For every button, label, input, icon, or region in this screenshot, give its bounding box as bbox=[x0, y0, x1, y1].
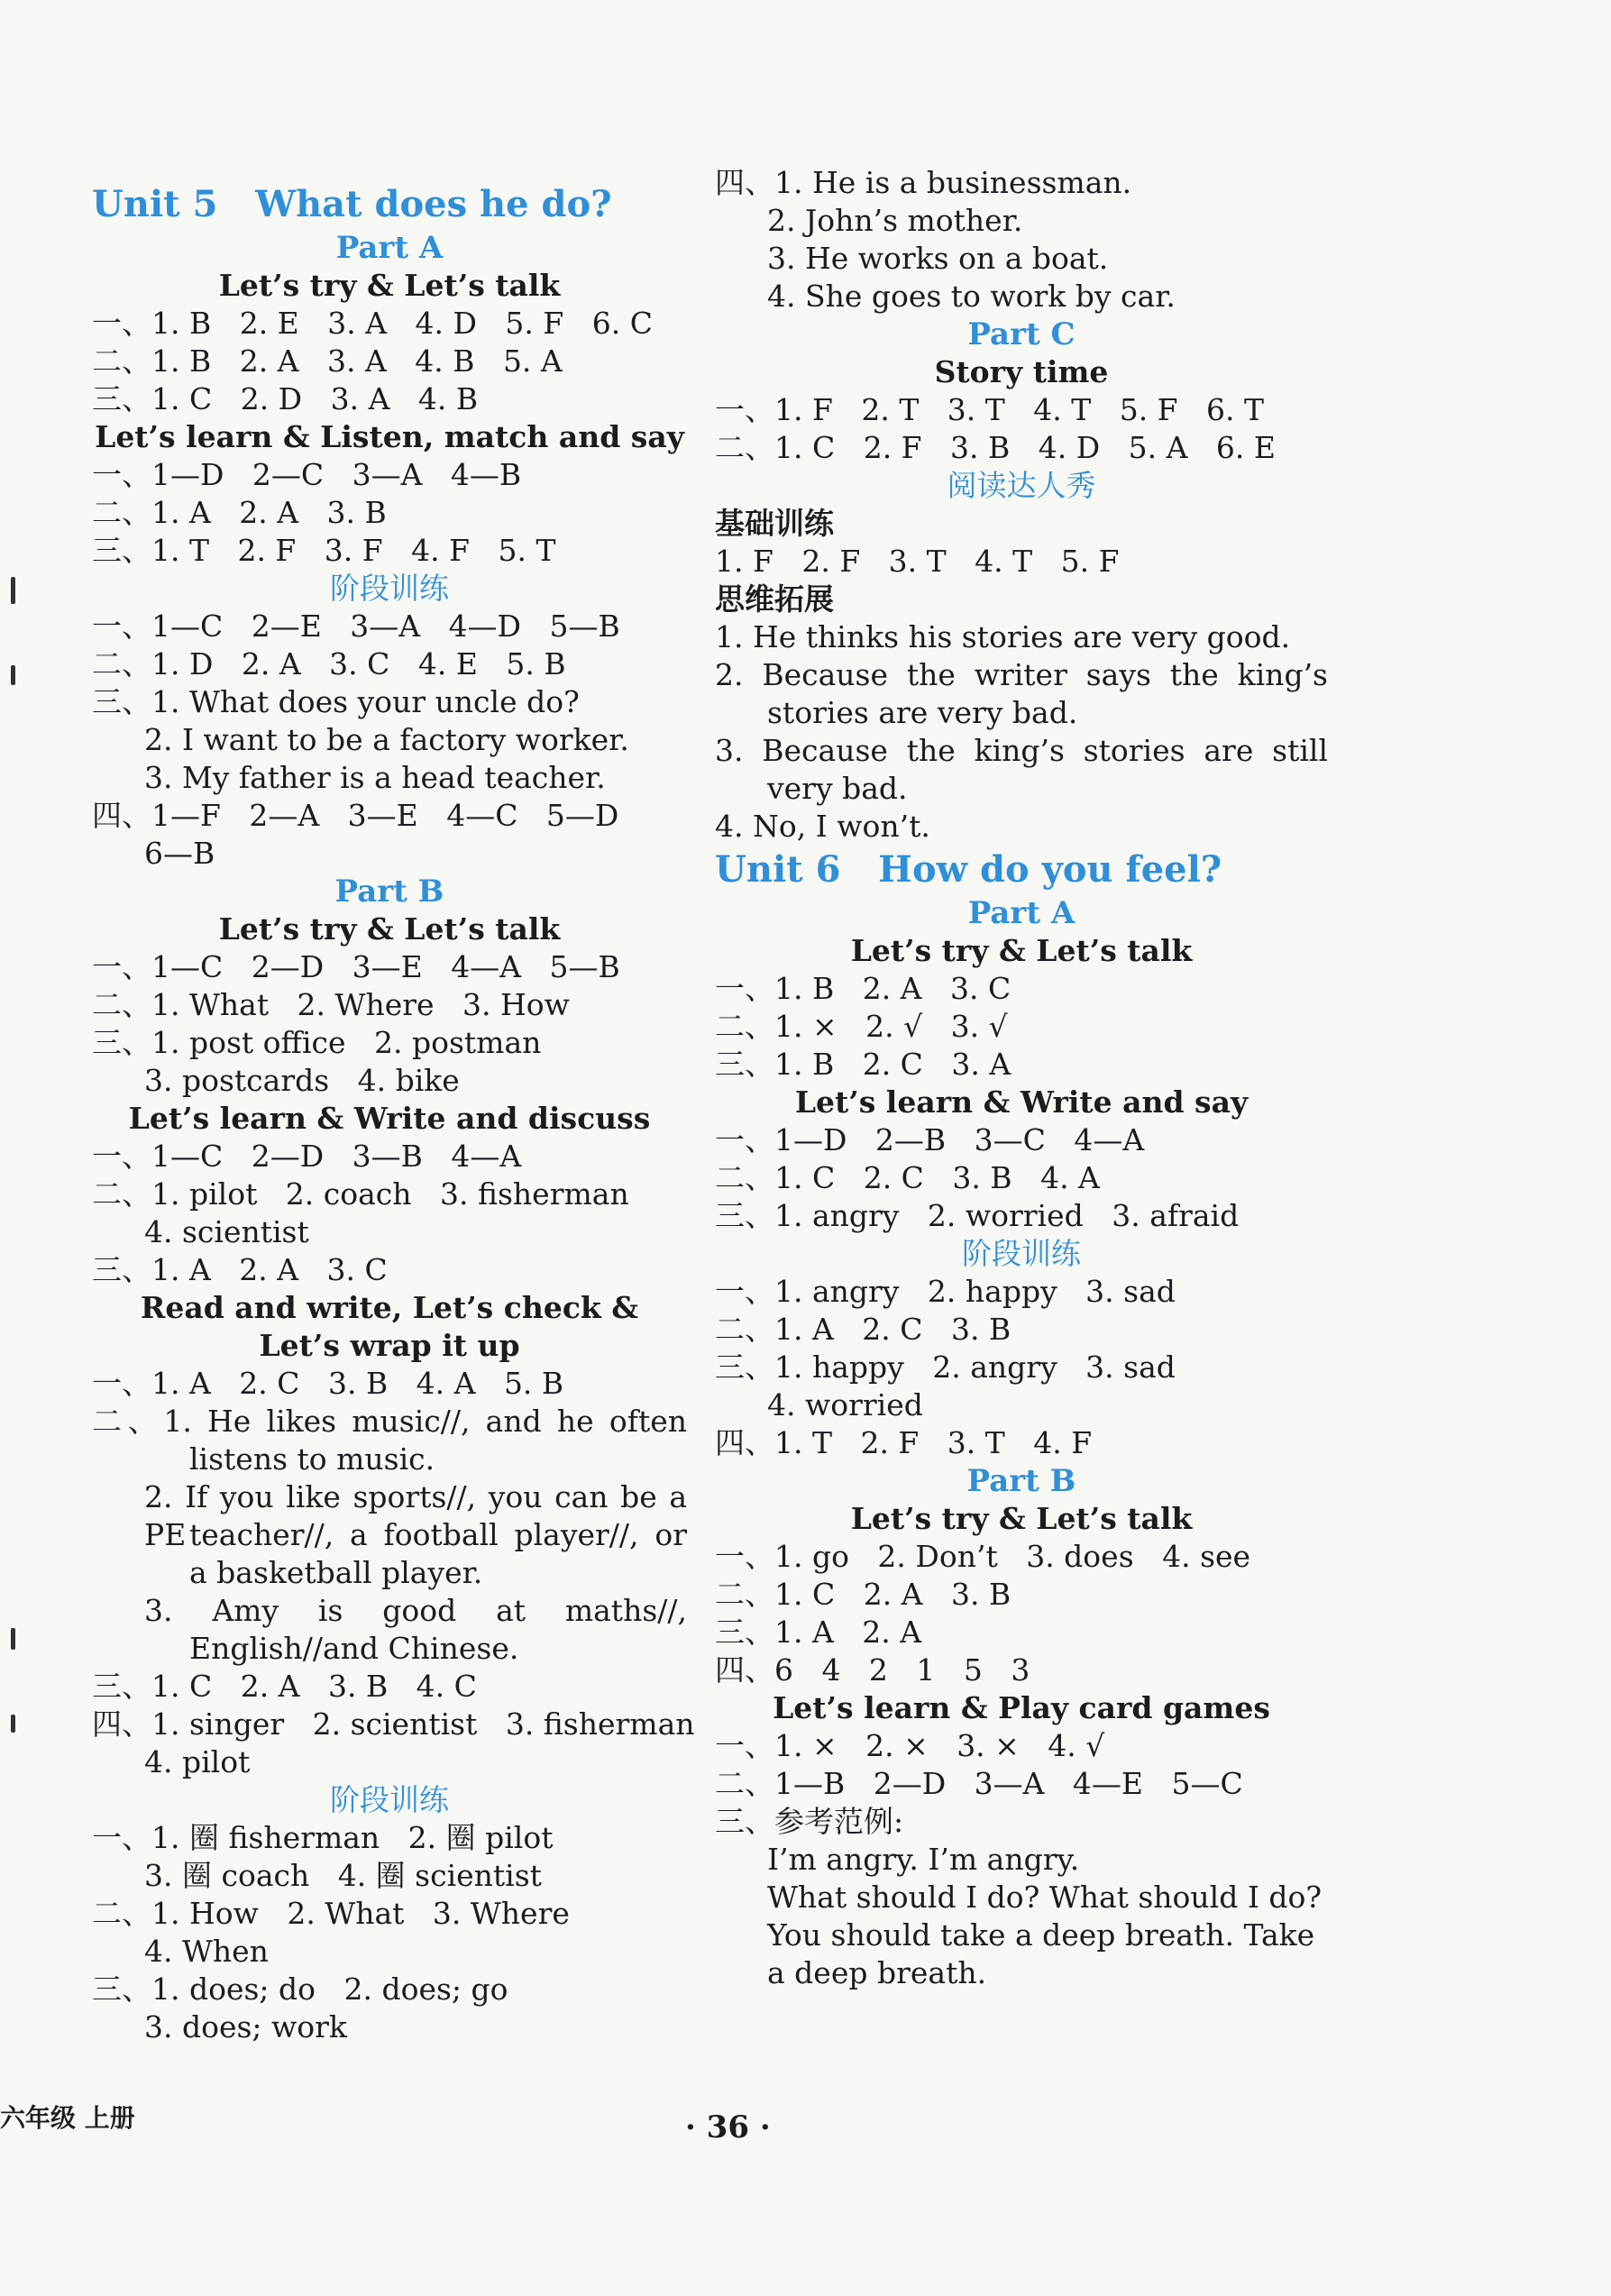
answer-line: 三、1. post office 2. postman bbox=[92, 1025, 542, 1060]
part-heading: Part C bbox=[967, 316, 1076, 352]
answer-line: 一、1. F 2. T 3. T 4. T 5. F 6. T bbox=[715, 392, 1265, 427]
answer-line: 二、1. A 2. C 3. B bbox=[715, 1312, 1011, 1347]
answer-line: 一、1—C 2—D 3—B 4—A bbox=[92, 1139, 522, 1174]
answer-line: stories are very bad. bbox=[767, 695, 1078, 730]
scan-mark bbox=[11, 1715, 15, 1733]
exercise-heading: 阶段训练 bbox=[330, 571, 449, 606]
part-heading: Part A bbox=[335, 230, 444, 266]
section-heading: Let’s learn & Write and discuss bbox=[128, 1101, 651, 1136]
answer-line: 二、1. B 2. A 3. A 4. B 5. A bbox=[92, 343, 563, 379]
answer-line: 二、1. D 2. A 3. C 4. E 5. B bbox=[92, 646, 566, 681]
answer-line: English//and Chinese. bbox=[189, 1631, 519, 1666]
answer-line: 二、1. C 2. F 3. B 4. D 5. A 6. E bbox=[715, 430, 1276, 465]
section-heading: Let’s learn & Write and say bbox=[794, 1084, 1249, 1120]
answer-line: 三、参考范例: bbox=[715, 1804, 904, 1839]
exercise-heading: 阶段训练 bbox=[962, 1236, 1081, 1271]
answer-line: 3. postcards 4. bike bbox=[144, 1063, 460, 1098]
answer-line: 三、1. What does your uncle do? bbox=[92, 684, 580, 719]
answer-line: 一、1. B 2. A 3. C bbox=[715, 971, 1011, 1006]
answer-line: 二、1. How 2. What 3. Where bbox=[92, 1896, 570, 1931]
section-heading: Let’s learn & Play card games bbox=[773, 1690, 1270, 1725]
answer-line: 四、1. singer 2. scientist 3. fisherman bbox=[92, 1706, 695, 1742]
answer-line: 1. F 2. F 3. T 4. T 5. F bbox=[715, 544, 1120, 579]
answer-line: 二、1. A 2. A 3. B bbox=[92, 495, 387, 530]
answer-line: 二、1. What 2. Where 3. How bbox=[92, 987, 570, 1022]
answer-line: 6—B bbox=[144, 836, 215, 871]
answer-line: 3. My father is a head teacher. bbox=[144, 760, 606, 795]
answer-line: 一、1—C 2—D 3—E 4—A 5—B bbox=[92, 949, 620, 984]
answer-line: 4. worried bbox=[767, 1387, 923, 1422]
answer-line: 一、1. × 2. × 3. × 4. √ bbox=[715, 1728, 1105, 1763]
answer-line: 4. scientist bbox=[144, 1214, 309, 1249]
answer-line: 4. pilot bbox=[144, 1744, 251, 1779]
section-heading: Let’s try & Let’s talk bbox=[850, 933, 1193, 968]
answer-line: 三、1. happy 2. angry 3. sad bbox=[715, 1349, 1176, 1385]
answer-line: 4. She goes to work by car. bbox=[767, 279, 1176, 314]
answer-line: 1. He thinks his stories are very good. bbox=[715, 619, 1291, 654]
part-heading: Part A bbox=[967, 895, 1076, 931]
answer-line: 四、1. T 2. F 3. T 4. F bbox=[715, 1425, 1093, 1460]
answer-line: 三、1. C 2. D 3. A 4. B bbox=[92, 381, 479, 416]
answer-line: 二、1. × 2. √ 3. √ bbox=[715, 1009, 1008, 1044]
exercise-heading: 阅读达人秀 bbox=[947, 468, 1096, 503]
answer-line: 二、1. C 2. A 3. B bbox=[715, 1577, 1011, 1612]
answer-line: 一、1. go 2. Don’t 3. does 4. see bbox=[715, 1539, 1251, 1574]
answer-line: 三、1. A 2. A bbox=[715, 1615, 922, 1650]
answer-line: 一、1. B 2. E 3. A 4. D 5. F 6. C bbox=[92, 306, 653, 341]
answer-line: a basketball player. bbox=[189, 1555, 483, 1590]
answer-line: 3. He works on a boat. bbox=[767, 241, 1109, 276]
answer-line: 二、1. C 2. C 3. B 4. A bbox=[715, 1160, 1100, 1195]
answer-line: 一、1. angry 2. happy 3. sad bbox=[715, 1274, 1176, 1309]
answer-line: 三、1. C 2. A 3. B 4. C bbox=[92, 1669, 477, 1704]
unit-title: Unit 6 How do you feel? bbox=[715, 848, 1222, 891]
right-column bbox=[715, 164, 1328, 1992]
subsection-heading: 思维拓展 bbox=[715, 581, 834, 617]
section-heading: Story time bbox=[934, 354, 1109, 389]
answer-line: 四、1—F 2—A 3—E 4—C 5—D bbox=[92, 798, 619, 833]
answer-line: 三、1. T 2. F 3. F 4. F 5. T bbox=[92, 533, 556, 568]
answer-line: 四、1. He is a businessman. bbox=[715, 165, 1132, 200]
answer-line: 2. I want to be a factory worker. bbox=[144, 722, 629, 757]
answer-line: a deep breath. bbox=[767, 1955, 987, 1990]
answer-line: 3. Because the king’s stories are still bbox=[715, 733, 1328, 768]
section-heading: Let’s try & Let’s talk bbox=[218, 911, 561, 947]
answer-line: 4. No, I won’t. bbox=[715, 809, 930, 844]
section-heading: Let’s learn & Listen, match and say bbox=[95, 419, 684, 454]
answer-line: 3. does; work bbox=[144, 2009, 347, 2044]
section-heading: Let’s wrap it up bbox=[259, 1328, 520, 1363]
scan-mark bbox=[11, 665, 15, 685]
answer-line: 三、1. B 2. C 3. A bbox=[715, 1047, 1011, 1082]
section-heading: Read and write, Let’s check & bbox=[140, 1290, 639, 1325]
answer-line: teacher//, a football player//, or bbox=[189, 1517, 687, 1552]
answer-line: What should I do? What should I do? bbox=[767, 1880, 1323, 1915]
answer-line: 4. When bbox=[144, 1934, 269, 1969]
section-heading: Let’s try & Let’s talk bbox=[850, 1501, 1193, 1536]
part-heading: Part B bbox=[334, 874, 444, 910]
subsection-heading: 基础训练 bbox=[715, 506, 834, 541]
section-heading: Let’s try & Let’s talk bbox=[218, 268, 561, 303]
scan-mark bbox=[11, 1628, 15, 1650]
answer-line: 一、1—C 2—E 3—A 4—D 5—B bbox=[92, 608, 620, 644]
answer-line: 2. If you like sports//, you can be a PE bbox=[144, 1479, 687, 1552]
part-heading: Part B bbox=[966, 1463, 1076, 1499]
answer-line: 一、1—D 2—B 3—C 4—A bbox=[715, 1122, 1145, 1157]
answer-line: You should take a deep breath. Take bbox=[767, 1917, 1315, 1953]
answer-line: 一、1. A 2. C 3. B 4. A 5. B bbox=[92, 1366, 564, 1401]
left-column bbox=[92, 180, 695, 2046]
answer-line: 一、1. 圈 fisherman 2. 圈 pilot bbox=[92, 1820, 554, 1855]
answer-line: I’m angry. I’m angry. bbox=[767, 1842, 1080, 1877]
footer-grade-label: 六年级 上册 bbox=[0, 2103, 135, 2133]
answer-line: 四、6 4 2 1 5 3 bbox=[715, 1652, 1030, 1688]
answer-line: 二、1—B 2—D 3—A 4—E 5—C bbox=[715, 1766, 1243, 1801]
answer-line: 三、1. does; do 2. does; go bbox=[92, 1971, 508, 2007]
answer-line: 二、1. pilot 2. coach 3. fisherman bbox=[92, 1176, 629, 1212]
answer-line: 一、1—D 2—C 3—A 4—B bbox=[92, 457, 522, 492]
exercise-heading: 阶段训练 bbox=[330, 1782, 449, 1817]
unit-title: Unit 5 What does he do? bbox=[92, 183, 612, 225]
answer-line: very bad. bbox=[767, 771, 908, 806]
answer-line: listens to music. bbox=[189, 1441, 435, 1477]
answer-line: 2. John’s mother. bbox=[767, 203, 1023, 238]
answer-line: 3. 圈 coach 4. 圈 scientist bbox=[144, 1858, 542, 1893]
answer-line: 二、1. He likes music//, and he often bbox=[92, 1404, 687, 1439]
answer-line: 2. Because the writer says the king’s bbox=[715, 657, 1328, 692]
answer-line: 三、1. A 2. A 3. C bbox=[92, 1252, 388, 1287]
answer-line: 三、1. angry 2. worried 3. afraid bbox=[715, 1198, 1240, 1233]
page-number: · 36 · bbox=[685, 2109, 771, 2145]
scan-mark bbox=[11, 577, 15, 604]
answer-line: 3. Amy is good at maths//, bbox=[144, 1593, 687, 1628]
